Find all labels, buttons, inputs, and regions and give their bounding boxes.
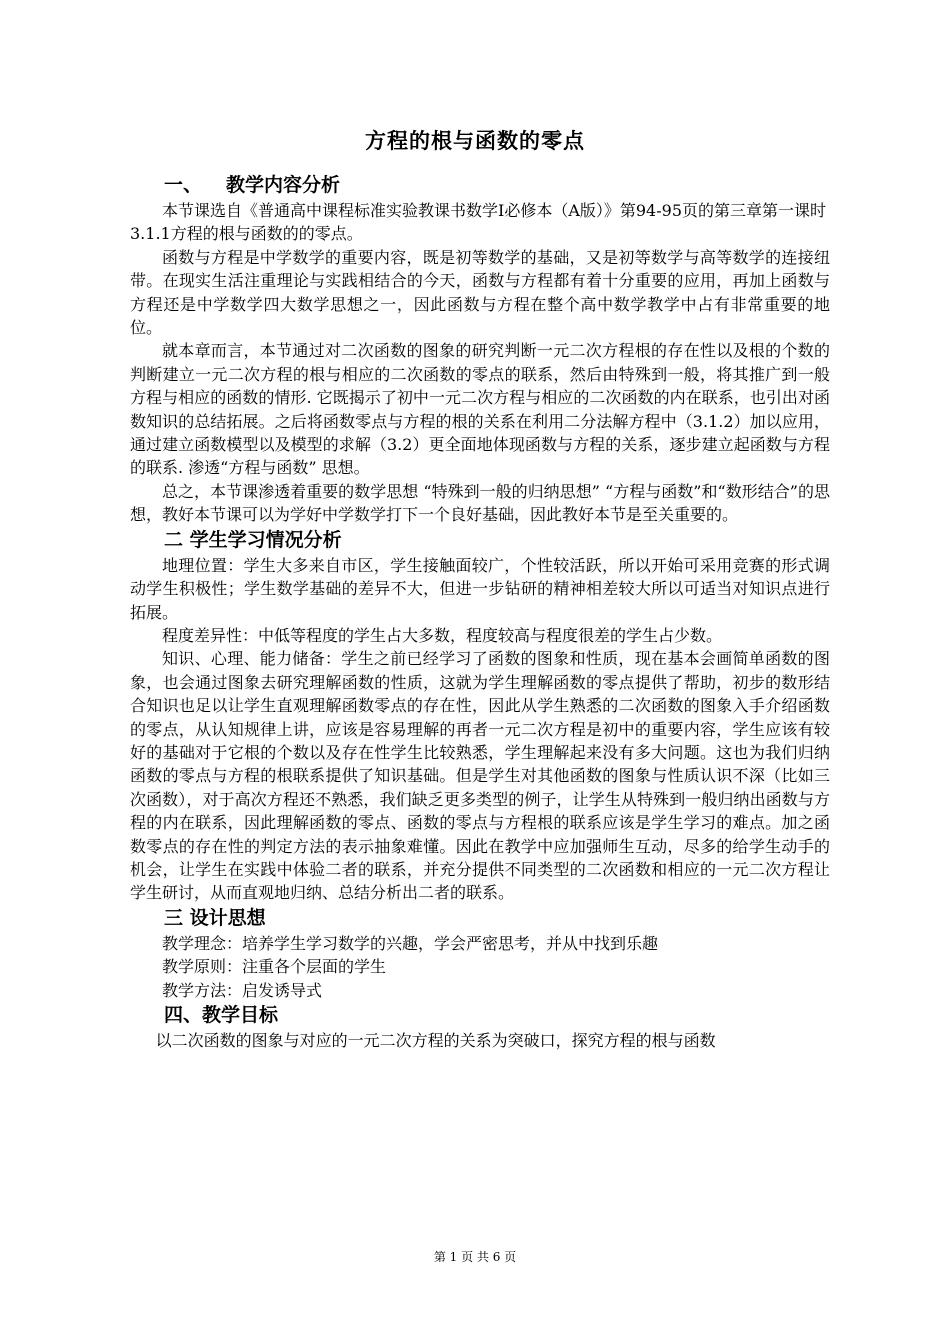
paragraph: 程度差异性：中低等程度的学生占大多数，程度较高与程度很差的学生占少数。 <box>162 625 723 645</box>
paragraph: 总之，本节课渗透着重要的数学思想 “特殊到一般的归纳思想” “方程与函数”和“数形结合”的思想，教好本节课可以为学好中学数学打下一个良好基础，因此教好本节是至关重要的。 <box>130 481 830 525</box>
paragraph: 教学原则：注重各个层面的学生 <box>162 957 387 977</box>
paragraph: 以二次函数的图象与对应的一元二次方程的关系为突破口，探究方程的根与函数 <box>155 1031 716 1050</box>
section-heading-4: 四、教学目标 <box>164 1004 279 1026</box>
paragraph: 就本章而言，本节通过对二次函数的图象的研究判断一元二次方程根的存在性以及根的个数的判断建立一元二次方程的根与相应的二次函数的零点的联系，然后由特殊到一般，将其推广到一般方程与相应的函数的情形. 它既揭示了初中一元二次方程与相应的二次函数的内在联系，也引出对函数知识的总结拓展。之后将函数零点与方程的根的关系在利用二分法解方程中（3.1.2）加以应用，通过建立函数模型以及模型的求解（3.2）更全面地体现函数与方程的关系，逐步建立起函数与方程的联系. 渗透“方程与函数” 思想。 <box>130 341 830 478</box>
document-title: 方程的根与函数的零点 <box>365 128 585 153</box>
section-heading-1 <box>130 172 830 199</box>
paragraph: 函数与方程是中学数学的重要内容，既是初等数学的基础，又是初等数学与高等数学的连接纽带。在现实生活注重理论与实践相结合的今天，函数与方程都有着十分重要的应用，再加上函数与方程还是中学数学四大数学思想之一，因此函数与方程在整个高中数学教学中占有非常重要的地位。 <box>130 247 830 338</box>
paragraph: 教学方法：启发诱导式 <box>162 980 323 1000</box>
section-number-1: 一、 <box>164 174 203 196</box>
paragraph: 地理位置：学生大多来自市区，学生接触面较广，个性较活跃，所以开始可采用竞赛的形式调动学生积极性；学生数学基础的差异不大，但进一步钻研的精神相差较大所以可适当对知识点进行拓展。 <box>130 555 830 622</box>
paragraph: 本节课选自《普通高中课程标准实验教课书数学Ⅰ必修本（A版）》第94-95页的第三章第一课时3.1.1方程的根与函数的的零点。 <box>130 201 827 244</box>
page-footer: 第 1 页 共 6 页 <box>433 1250 517 1264</box>
document-body <box>130 172 830 1052</box>
section-title-1: 教学内容分析 <box>226 174 341 196</box>
paragraph: 知识、心理、能力储备：学生之前已经学习了函数的图象和性质，现在基本会画简单函数的图象，也会通过图象去研究理解函数的性质，这就为学生理解函数的零点提供了帮助，初步的数形结合知识也足以让学生直观理解函数零点的存在性，因此从学生熟悉的二次函数的图象入手介绍函数的零点，从认知规律上讲，应该是容易理解的再者一元二次方程是初中的重要内容，学生应该有较好的基础对于它根的个数以及存在性学生比较熟悉，学生理解起来没有多大问题。这也为我们归纳函数的零点与方程的根联系提供了知识基础。但是学生对其他函数的图象与性质认识不深（比如三次函数），对于高次方程还不熟悉，我们缺乏更多类型的例子，让学生从特殊到一般归纳出函数与方程的内在联系，因此理解函数的零点、函数的零点与方程根的联系应该是学生学习的难点。加之函数零点的存在性的判定方法的表示抽象难懂。因此在教学中应加强师生互动，尽多的给学生动手的机会，让学生在实践中体验二者的联系，并充分提供不同类型的二次函数和相应的一元二次方程让学生研讨，从而直观地归纳、总结分析出二者的联系。 <box>130 649 830 903</box>
paragraph: 教学理念：培养学生学习数学的兴趣，学会严密思考，并从中找到乐趣 <box>162 933 659 953</box>
section-heading-3: 三 设计思想 <box>164 906 266 929</box>
section-heading-2: 二 学生学习情况分析 <box>164 528 342 551</box>
